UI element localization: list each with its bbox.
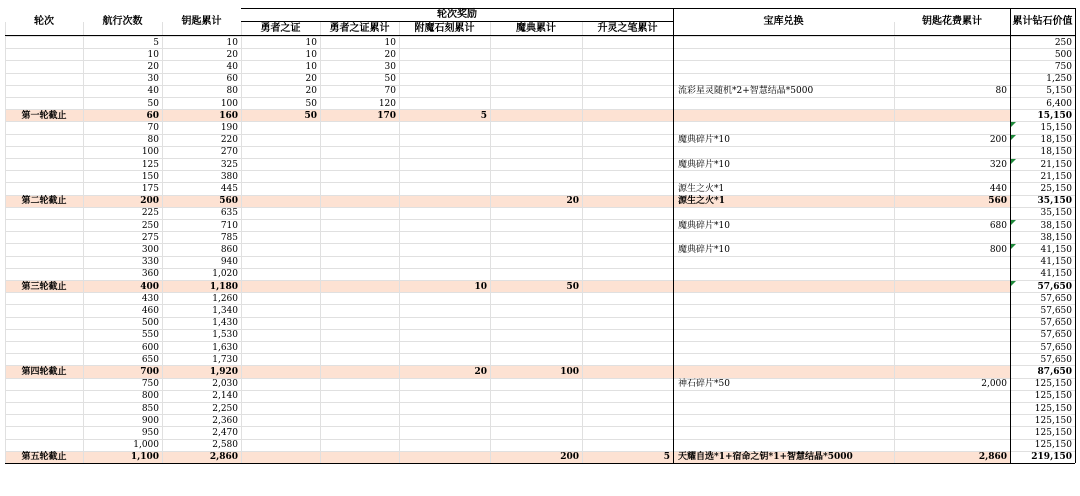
ascend-pen-total-cell: 5: [663, 452, 670, 463]
diamond-value-total-cell: 38,150: [1040, 220, 1072, 231]
diamond-value-total-cell: 18,150: [1040, 147, 1072, 158]
voyage-count-cell: 750: [141, 379, 159, 390]
diamond-value-total-cell: 500: [1054, 49, 1072, 60]
key-total-cell: 2,030: [212, 379, 238, 390]
brave-proof-cell: 50: [305, 98, 317, 109]
voyage-count-cell: 200: [140, 196, 159, 207]
diamond-value-total-cell: 15,150: [1040, 122, 1072, 133]
brave-proof-cell: 20: [305, 86, 317, 97]
key-total-cell: 270: [220, 147, 238, 158]
key-total-cell: 160: [219, 110, 238, 121]
key-total-cell: 1,340: [212, 305, 238, 316]
voyage-count-cell: 500: [141, 318, 159, 329]
header-brave-proof-total: 勇者之证累计: [329, 23, 390, 34]
border-subheader: [241, 21, 673, 22]
brave-proof-total-cell: 120: [378, 98, 396, 109]
voyage-count-cell: 850: [141, 403, 159, 414]
key-spent-total-cell: 2,000: [981, 379, 1007, 390]
header-vault-exchange: 宝库兑换: [763, 16, 804, 27]
key-spent-total-cell: 440: [989, 183, 1007, 194]
key-total-cell: 190: [220, 122, 238, 133]
diamond-value-total-cell: 750: [1054, 61, 1072, 72]
voyage-count-cell: 30: [147, 74, 159, 85]
voyage-count-cell: 20: [147, 61, 159, 72]
key-total-cell: 445: [220, 183, 238, 194]
key-total-cell: 1,920: [209, 366, 238, 377]
diamond-value-total-cell: 1,250: [1046, 74, 1072, 85]
header-round-rewards: 轮次奖励: [437, 9, 477, 20]
vault-exchange-cell: 魔典碎片*10: [678, 220, 730, 231]
round-cell: 第三轮截止: [21, 281, 67, 292]
key-total-cell: 1,730: [212, 354, 238, 365]
vault-exchange-cell: 源生之火*1: [678, 183, 725, 194]
brave-proof-cell: 50: [304, 110, 317, 121]
key-total-cell: 100: [220, 98, 238, 109]
voyage-count-cell: 650: [141, 354, 159, 365]
header-tome-total: 魔典累计: [516, 23, 556, 34]
diamond-value-total-cell: 125,150: [1034, 403, 1072, 414]
voyage-count-cell: 10: [147, 49, 159, 60]
comment-indicator-icon: [1011, 281, 1016, 286]
header-diamond-value-total: 累计钻石价值: [1012, 16, 1073, 27]
key-total-cell: 1,630: [212, 342, 238, 353]
voyage-count-cell: 800: [141, 391, 159, 402]
gridline-vertical: [399, 22, 400, 463]
diamond-value-total-cell: 87,650: [1037, 366, 1072, 377]
brave-proof-total-cell: 170: [377, 110, 396, 121]
diamond-value-total-cell: 21,150: [1040, 159, 1072, 170]
brave-proof-total-cell: 30: [384, 61, 396, 72]
voyage-count-cell: 460: [141, 305, 159, 316]
border-top-right: [673, 8, 1075, 9]
brave-proof-total-cell: 50: [384, 74, 396, 85]
voyage-count-cell: 40: [147, 86, 159, 97]
voyage-count-cell: 360: [141, 269, 159, 280]
diamond-value-total-cell: 125,150: [1034, 379, 1072, 390]
voyage-count-cell: 70: [147, 122, 159, 133]
key-spent-total-cell: 320: [989, 159, 1007, 170]
key-total-cell: 325: [220, 159, 238, 170]
tome-total-cell: 50: [566, 281, 579, 292]
diamond-value-total-cell: 21,150: [1040, 171, 1072, 182]
key-total-cell: 1,530: [212, 330, 238, 341]
diamond-value-total-cell: 219,150: [1031, 452, 1072, 463]
diamond-value-total-cell: 18,150: [1040, 135, 1072, 146]
comment-indicator-icon: [1011, 244, 1016, 249]
diamond-value-total-cell: 250: [1054, 37, 1072, 48]
tome-total-cell: 200: [560, 452, 579, 463]
key-spent-total-cell: 80: [995, 86, 1007, 97]
voyage-count-cell: 400: [140, 281, 159, 292]
enchant-stone-total-cell: 20: [474, 366, 487, 377]
voyage-count-cell: 100: [141, 147, 159, 158]
voyage-count-cell: 5: [153, 37, 159, 48]
voyage-count-cell: 550: [141, 330, 159, 341]
round-cell: 第五轮截止: [21, 452, 67, 463]
header-ascend-pen-total: 升灵之笔累计: [597, 23, 658, 34]
key-total-cell: 785: [220, 232, 238, 243]
vault-exchange-cell: 魔典碎片*10: [678, 244, 730, 255]
voyage-count-cell: 175: [141, 183, 159, 194]
voyage-count-cell: 900: [141, 415, 159, 426]
key-spent-total-cell: 680: [989, 220, 1007, 231]
gridline-vertical: [582, 22, 583, 463]
key-total-cell: 2,250: [212, 403, 238, 414]
header-round: 轮次: [34, 16, 54, 27]
vault-exchange-cell: 源生之火*1: [678, 196, 725, 207]
key-total-cell: 2,860: [209, 452, 238, 463]
diamond-value-total-cell: 5,150: [1046, 86, 1072, 97]
voyage-count-cell: 430: [141, 293, 159, 304]
diamond-value-total-cell: 41,150: [1040, 244, 1072, 255]
diamond-value-total-cell: 125,150: [1034, 391, 1072, 402]
key-total-cell: 2,140: [212, 391, 238, 402]
key-total-cell: 220: [220, 135, 238, 146]
comment-indicator-icon: [1011, 220, 1016, 225]
header-key-total: 钥匙累计: [181, 16, 222, 27]
gridline-vertical: [5, 22, 6, 463]
diamond-value-total-cell: 35,150: [1037, 196, 1072, 207]
key-total-cell: 1,430: [212, 318, 238, 329]
voyage-count-cell: 80: [147, 135, 159, 146]
voyage-count-cell: 1,100: [130, 452, 159, 463]
voyage-count-cell: 150: [141, 171, 159, 182]
key-total-cell: 1,180: [209, 281, 238, 292]
voyage-count-cell: 1,000: [133, 440, 159, 451]
vault-exchange-cell: 天耀自选*1+宿命之钥*1+智慧结晶*5000: [678, 452, 853, 463]
diamond-value-total-cell: 38,150: [1040, 232, 1072, 243]
key-spent-total-cell: 560: [988, 196, 1007, 207]
key-total-cell: 2,360: [212, 415, 238, 426]
voyage-count-cell: 600: [141, 342, 159, 353]
brave-proof-total-cell: 20: [384, 49, 396, 60]
brave-proof-total-cell: 10: [384, 37, 396, 48]
voyage-count-cell: 60: [146, 110, 159, 121]
key-total-cell: 80: [226, 86, 238, 97]
key-total-cell: 560: [219, 196, 238, 207]
brave-proof-cell: 10: [305, 49, 317, 60]
vault-exchange-cell: 流彩星灵随机*2+智慧结晶*5000: [678, 86, 814, 97]
diamond-value-total-cell: 57,650: [1037, 281, 1072, 292]
diamond-value-total-cell: 57,650: [1040, 354, 1072, 365]
tome-total-cell: 20: [566, 196, 579, 207]
key-spent-total-cell: 200: [989, 135, 1007, 146]
key-total-cell: 710: [220, 220, 238, 231]
round-cell: 第一轮截止: [21, 110, 67, 121]
diamond-value-total-cell: 57,650: [1040, 293, 1072, 304]
key-spent-total-cell: 2,860: [978, 452, 1007, 463]
voyage-count-cell: 50: [147, 98, 159, 109]
diamond-value-total-cell: 57,650: [1040, 318, 1072, 329]
voyage-count-cell: 225: [141, 208, 159, 219]
key-total-cell: 10: [226, 37, 238, 48]
header-enchant-stone-total: 附魔石刻累计: [414, 23, 475, 34]
diamond-value-total-cell: 41,150: [1040, 257, 1072, 268]
key-total-cell: 940: [220, 257, 238, 268]
key-total-cell: 40: [226, 61, 238, 72]
vault-exchange-cell: 魔典碎片*10: [678, 135, 730, 146]
diamond-value-total-cell: 25,150: [1040, 183, 1072, 194]
diamond-value-total-cell: 15,150: [1037, 110, 1072, 121]
diamond-value-total-cell: 57,650: [1040, 305, 1072, 316]
key-total-cell: 380: [220, 171, 238, 182]
voyage-count-cell: 300: [141, 244, 159, 255]
vault-exchange-cell: 魔典碎片*10: [678, 159, 730, 170]
tome-total-cell: 100: [560, 366, 579, 377]
voyage-count-cell: 275: [141, 232, 159, 243]
border-top: [241, 8, 673, 9]
key-total-cell: 635: [220, 208, 238, 219]
key-spent-total-cell: 800: [989, 244, 1007, 255]
header-voyage-count: 航行次数: [102, 16, 143, 27]
round-cell: 第二轮截止: [21, 196, 67, 207]
voyage-count-cell: 125: [141, 159, 159, 170]
key-total-cell: 20: [226, 49, 238, 60]
enchant-stone-total-cell: 5: [480, 110, 487, 121]
diamond-value-total-cell: 125,150: [1034, 415, 1072, 426]
diamond-value-total-cell: 125,150: [1034, 440, 1072, 451]
brave-proof-cell: 10: [305, 61, 317, 72]
diamond-value-total-cell: 125,150: [1034, 427, 1072, 438]
brave-proof-total-cell: 70: [384, 86, 396, 97]
border-vertical: [1075, 8, 1076, 463]
diamond-value-total-cell: 57,650: [1040, 330, 1072, 341]
key-total-cell: 1,020: [212, 269, 238, 280]
diamond-value-total-cell: 41,150: [1040, 269, 1072, 280]
header-key-spent-total: 钥匙花费累计: [922, 16, 982, 27]
diamond-value-total-cell: 35,150: [1040, 208, 1072, 219]
voyage-count-cell: 250: [141, 220, 159, 231]
enchant-stone-total-cell: 10: [474, 281, 487, 292]
key-total-cell: 1,260: [212, 293, 238, 304]
diamond-value-total-cell: 57,650: [1040, 342, 1072, 353]
comment-indicator-icon: [1011, 159, 1016, 164]
key-total-cell: 860: [220, 244, 238, 255]
key-total-cell: 2,470: [212, 427, 238, 438]
brave-proof-cell: 20: [305, 74, 317, 85]
diamond-value-total-cell: 6,400: [1046, 98, 1072, 109]
key-total-cell: 2,580: [212, 440, 238, 451]
voyage-count-cell: 330: [141, 257, 159, 268]
vault-exchange-cell: 神石碎片*50: [678, 379, 730, 390]
comment-indicator-icon: [1011, 135, 1016, 140]
brave-proof-cell: 10: [305, 37, 317, 48]
border-vertical: [673, 8, 674, 463]
round-cell: 第四轮截止: [21, 366, 67, 377]
header-brave-proof: 勇者之证: [260, 23, 301, 34]
key-total-cell: 60: [226, 74, 238, 85]
voyage-count-cell: 950: [141, 427, 159, 438]
comment-indicator-icon: [1011, 122, 1016, 127]
gridline-vertical: [490, 22, 491, 463]
voyage-count-cell: 700: [140, 366, 159, 377]
